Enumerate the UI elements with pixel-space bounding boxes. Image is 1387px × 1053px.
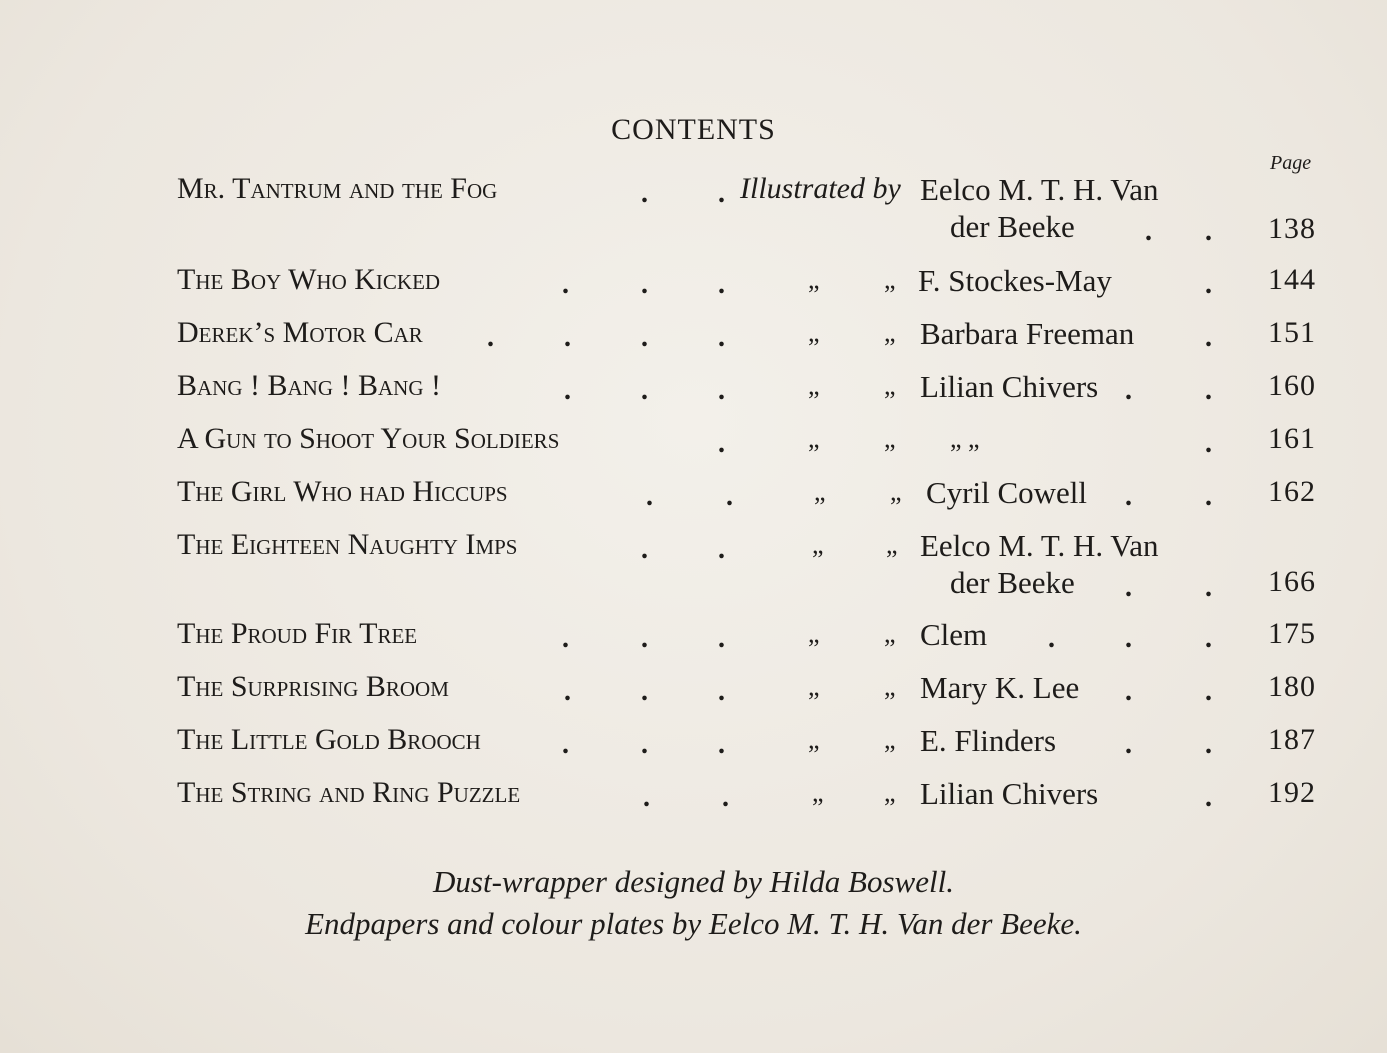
page-number: 175 <box>1268 617 1316 650</box>
ditto-mark: „ <box>886 530 898 559</box>
illustrator-name: Lilian Chivers <box>920 369 1099 404</box>
page-number: 192 <box>1268 776 1316 809</box>
illustrator-name: Mary K. Lee <box>920 670 1080 705</box>
contents-heading: CONTENTS <box>611 113 776 146</box>
entry-title: A Gun to Shoot Your Soldiers <box>177 422 560 455</box>
illustrator-name: Barbara Freeman <box>920 316 1135 351</box>
entry-title: Bang ! Bang ! Bang ! <box>177 369 441 402</box>
ditto-mark: „ <box>884 778 896 807</box>
leader-dot: . <box>641 534 648 565</box>
leader-dot: . <box>718 428 725 459</box>
leader-dot: . <box>1205 676 1212 707</box>
leader-dot: . <box>718 375 725 406</box>
leader-dot: . <box>718 178 725 209</box>
toc-entry <box>0 723 1387 777</box>
leader-dot: . <box>562 623 569 654</box>
footer-credit-line-2: Endpapers and colour plates by Eelco M. T. H. Van der Beeke. <box>305 906 1082 941</box>
entry-title: Mr. Tantrum and the Fog <box>177 172 498 205</box>
page-number: 138 <box>1268 212 1316 245</box>
illustrator-name: Cyril Cowell <box>926 475 1088 510</box>
leader-dot: . <box>1125 676 1132 707</box>
leader-dot: . <box>1125 729 1132 760</box>
leader-dot: . <box>487 322 494 353</box>
leader-dot: . <box>1205 572 1212 603</box>
ditto-mark: „ <box>812 530 824 559</box>
leader-dot: . <box>1205 322 1212 353</box>
ditto-mark: „ <box>884 371 896 400</box>
leader-dot: . <box>562 269 569 300</box>
ditto-mark: „ <box>808 371 820 400</box>
footer-credit-line-1: Dust-wrapper designed by Hilda Boswell. <box>433 864 954 899</box>
leader-dot: . <box>646 481 653 512</box>
page-number: 162 <box>1268 475 1316 508</box>
leader-dot: . <box>564 375 571 406</box>
toc-entry <box>0 475 1387 529</box>
page-number: 151 <box>1268 316 1316 349</box>
leader-dot: . <box>718 676 725 707</box>
illustrator-name: Eelco M. T. H. Van <box>920 172 1159 207</box>
entry-title: The Eighteen Naughty Imps <box>177 528 518 561</box>
leader-dot: . <box>641 269 648 300</box>
toc-entry <box>0 316 1387 370</box>
toc-entry <box>0 617 1387 671</box>
ditto-mark: „ <box>808 318 820 347</box>
leader-dot: . <box>564 676 571 707</box>
toc-entry <box>0 422 1387 476</box>
ditto-mark: „ <box>808 265 820 294</box>
leader-dot: . <box>1205 729 1212 760</box>
ditto-mark: „ <box>808 424 820 453</box>
leader-dot: . <box>718 729 725 760</box>
illustrator-name-cont: der Beeke <box>950 565 1075 600</box>
leader-dot: . <box>1145 216 1152 247</box>
leader-dot: . <box>562 729 569 760</box>
entry-title: The Girl Who had Hiccups <box>177 475 508 508</box>
leader-dot: . <box>1205 623 1212 654</box>
illustrator-name-cont: der Beeke <box>950 209 1075 244</box>
leader-dot: . <box>718 534 725 565</box>
ditto-mark: „ <box>808 619 820 648</box>
ditto-mark: „ <box>884 619 896 648</box>
leader-dot: . <box>641 729 648 760</box>
leader-dot: . <box>1205 375 1212 406</box>
ditto-mark: „ <box>812 778 824 807</box>
leader-dot: . <box>641 676 648 707</box>
entry-title: Derek’s Motor Car <box>177 316 423 349</box>
ditto-mark: „ <box>890 477 902 506</box>
toc-entry <box>0 670 1387 724</box>
leader-dot: . <box>1205 481 1212 512</box>
leader-dot: . <box>718 322 725 353</box>
ditto-mark: „ <box>884 318 896 347</box>
entry-title: The Boy Who Kicked <box>177 263 441 296</box>
leader-dot: . <box>1205 782 1212 813</box>
leader-dot: . <box>641 375 648 406</box>
leader-dot: . <box>726 481 733 512</box>
illustrator-name: Clem <box>920 617 988 652</box>
entry-title: The String and Ring Puzzle <box>177 776 521 809</box>
leader-dot: . <box>722 782 729 813</box>
leader-dot: . <box>1048 623 1055 654</box>
illustrator-name: F. Stockes-May <box>918 263 1112 298</box>
leader-dot: . <box>1205 428 1212 459</box>
toc-entry <box>0 369 1387 423</box>
page-number: 166 <box>1268 565 1316 598</box>
ditto-mark: „ <box>808 725 820 754</box>
leader-dot: . <box>641 322 648 353</box>
page-number: 144 <box>1268 263 1316 296</box>
illustrator-name: E. Flinders <box>920 723 1057 758</box>
entry-title: The Proud Fir Tree <box>177 617 418 650</box>
credit-lead: Illustrated by <box>740 172 901 205</box>
page-number: 180 <box>1268 670 1316 703</box>
page-number: 161 <box>1268 422 1316 455</box>
leader-dot: . <box>1125 572 1132 603</box>
toc-entry <box>0 172 1387 247</box>
illustrator-ditto: „ „ <box>950 424 980 453</box>
leader-dot: . <box>1205 269 1212 300</box>
ditto-mark: „ <box>884 672 896 701</box>
ditto-mark: „ <box>808 672 820 701</box>
illustrator-name: Lilian Chivers <box>920 776 1099 811</box>
ditto-mark: „ <box>884 725 896 754</box>
leader-dot: . <box>641 178 648 209</box>
page-number: 187 <box>1268 723 1316 756</box>
toc-entry <box>0 528 1387 603</box>
illustrator-name: Eelco M. T. H. Van <box>920 528 1159 563</box>
page-number: 160 <box>1268 369 1316 402</box>
leader-dot: . <box>641 623 648 654</box>
ditto-mark: „ <box>814 477 826 506</box>
leader-dot: . <box>1125 623 1132 654</box>
leader-dot: . <box>1125 481 1132 512</box>
leader-dot: . <box>718 623 725 654</box>
ditto-mark: „ <box>884 265 896 294</box>
leader-dot: . <box>1205 216 1212 247</box>
leader-dot: . <box>643 782 650 813</box>
entry-title: The Little Gold Brooch <box>177 723 481 756</box>
leader-dot: . <box>1125 375 1132 406</box>
leader-dot: . <box>718 269 725 300</box>
ditto-mark: „ <box>884 424 896 453</box>
entry-title: The Surprising Broom <box>177 670 449 703</box>
leader-dot: . <box>564 322 571 353</box>
toc-entry <box>0 776 1387 830</box>
page-column-label: Page <box>1270 152 1312 174</box>
toc-entry <box>0 263 1387 317</box>
